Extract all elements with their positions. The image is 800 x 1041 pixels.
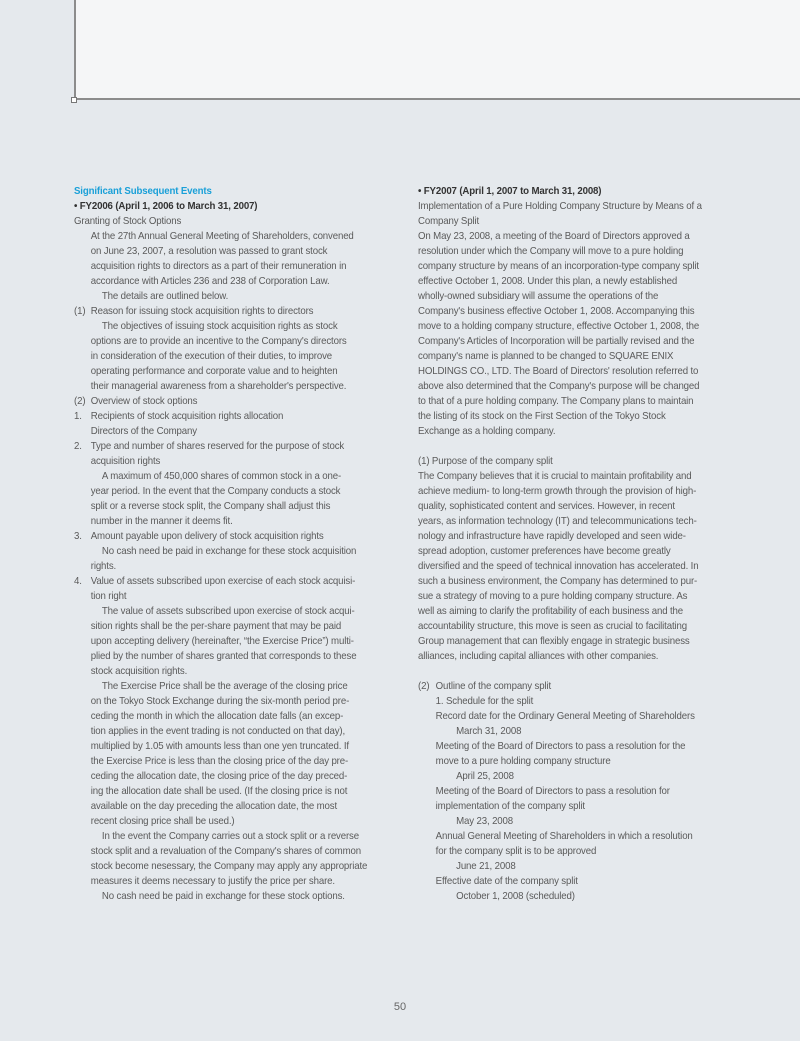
line-text: • FY2007 (April 1, 2007 to March 31, 2008) — [418, 186, 602, 197]
text-line — [418, 679, 725, 694]
text-line — [418, 349, 725, 364]
text-line — [74, 889, 381, 904]
line-text: on June 23, 2007, a resolution was passed to grant stock — [90, 246, 328, 257]
line-text: Meeting of the Board of Directors to pass a resolution for — [435, 786, 670, 797]
text-line — [74, 439, 381, 454]
text-line — [418, 784, 725, 799]
text-line — [418, 424, 725, 439]
subsection-heading — [418, 184, 725, 199]
text-line — [418, 319, 725, 334]
text-line — [74, 649, 381, 664]
text-line — [418, 469, 725, 484]
text-line — [418, 874, 725, 889]
line-text: The Company believes that it is crucial to maintain profitability and — [418, 471, 692, 482]
text-line — [74, 739, 381, 754]
corner-marker — [71, 97, 77, 103]
line-text: The details are outlined below. — [101, 291, 229, 302]
line-text: April 25, 2008 — [456, 771, 514, 782]
line-text: 1. Schedule for the split — [435, 696, 534, 707]
line-text: The objectives of issuing stock acquisition rights as stock — [101, 321, 338, 332]
text-line — [418, 544, 725, 559]
list-marker: 4. — [74, 576, 82, 587]
line-text: Reason for issuing stock acquisition rights to directors — [90, 306, 314, 317]
line-text: achieve medium- to long-term growth through the provision of high- — [418, 486, 697, 497]
line-text: (1) Purpose of the company split — [418, 456, 553, 467]
line-text: No cash need be paid in exchange for these stock options. — [101, 891, 345, 902]
text-line — [74, 379, 381, 394]
text-line — [418, 334, 725, 349]
text-line — [74, 619, 381, 634]
line-text: Recipients of stock acquisition rights allocation — [90, 411, 284, 422]
text-line — [418, 859, 725, 874]
section-heading — [74, 184, 381, 199]
line-text: operating performance and corporate value and to heighten — [90, 366, 338, 377]
text-line — [74, 214, 381, 229]
line-text: Record date for the Ordinary General Meeting of Shareholders — [435, 711, 695, 722]
text-line — [74, 529, 381, 544]
line-text: quality, sophisticated content and services. However, in recent — [418, 501, 675, 512]
text-line — [74, 709, 381, 724]
text-line — [74, 664, 381, 679]
line-text: October 1, 2008 (scheduled) — [456, 891, 575, 902]
line-text: Company Split — [418, 216, 480, 227]
line-text: tion applies in the event trading is not conducted on that day), — [90, 726, 346, 737]
list-marker: 2. — [74, 441, 82, 452]
line-text: June 21, 2008 — [456, 861, 516, 872]
line-text: acquisition rights — [90, 456, 161, 467]
line-text: above also determined that the Company's purpose will be changed — [418, 381, 700, 392]
text-line — [418, 799, 725, 814]
line-text: split or a reverse stock split, the Company shall adjust this — [90, 501, 331, 512]
text-line — [418, 889, 725, 904]
text-line — [418, 574, 725, 589]
line-text: Group management that can flexibly engage in strategic business — [418, 636, 690, 647]
text-line — [74, 544, 381, 559]
line-text: implementation of the company split — [435, 801, 585, 812]
text-line — [418, 709, 725, 724]
line-text: Exchange as a holding company. — [418, 426, 556, 437]
text-line — [418, 634, 725, 649]
line-text: years, as information technology (IT) and telecommunications tech- — [418, 516, 697, 527]
line-text: move to a holding company structure, effective October 1, 2008, the — [418, 321, 700, 332]
text-line — [418, 754, 725, 769]
line-text: stock acquisition rights. — [90, 666, 188, 677]
line-text: Company's business effective October 1, 2008. Accompanying this — [418, 306, 695, 317]
text-line — [74, 364, 381, 379]
list-marker: (2) — [74, 396, 86, 407]
line-text: In the event the Company carries out a stock split or a reverse — [101, 831, 359, 842]
text-line — [74, 754, 381, 769]
text-line — [418, 814, 725, 829]
line-text: Outline of the company split — [435, 681, 552, 692]
text-line — [74, 694, 381, 709]
line-text: sition rights shall be the per-share payment that may be paid — [90, 621, 342, 632]
text-line — [74, 514, 381, 529]
text-line — [418, 514, 725, 529]
text-line — [418, 739, 725, 754]
text-line — [418, 649, 725, 664]
text-line — [74, 454, 381, 469]
text-line — [74, 574, 381, 589]
line-text: The Exercise Price shall be the average of the closing price — [101, 681, 348, 692]
line-text: options are to provide an incentive to the Company's directors — [90, 336, 347, 347]
line-text: accountability structure, this move is seen as crucial to facilitating — [418, 621, 687, 632]
line-text: ceding the allocation date, the closing price of the day preced- — [90, 771, 348, 782]
text-line — [74, 799, 381, 814]
text-line — [74, 229, 381, 244]
line-text: tion right — [90, 591, 127, 602]
text-line — [74, 499, 381, 514]
line-text: rights. — [90, 561, 117, 572]
text-line — [74, 289, 381, 304]
line-text: ceding the month in which the allocation date falls (an excep- — [90, 711, 344, 722]
text-line — [418, 289, 725, 304]
list-marker: (1) — [74, 306, 86, 317]
text-line — [418, 304, 725, 319]
text-line — [74, 769, 381, 784]
line-text: Granting of Stock Options — [74, 216, 182, 227]
text-line — [74, 349, 381, 364]
text-line — [418, 454, 725, 469]
text-line — [418, 664, 725, 679]
line-text: accordance with Articles 236 and 238 of Corporation Law. — [90, 276, 330, 287]
line-text: multiplied by 1.05 with amounts less than one yen truncated. If — [90, 741, 349, 752]
list-marker: 3. — [74, 531, 82, 542]
text-line — [74, 484, 381, 499]
list-marker: (2) — [418, 681, 430, 692]
line-text: company structure by means of an incorporation-type company split — [418, 261, 699, 272]
line-text: HOLDINGS CO., LTD. The Board of Directors' resolution referred to — [418, 366, 699, 377]
line-text: measures it deems necessary to justify the price per share. — [90, 876, 335, 887]
text-line — [418, 409, 725, 424]
line-text: Overview of stock options — [90, 396, 198, 407]
line-text: diversified and the speed of technical innovation has accelerated. In — [418, 561, 699, 572]
left-column — [74, 184, 404, 904]
text-line — [418, 439, 725, 454]
text-line — [74, 394, 381, 409]
line-text: such a business environment, the Company has determined to pur- — [418, 576, 698, 587]
line-text: Meeting of the Board of Directors to pass a resolution for the — [435, 741, 686, 752]
text-line — [418, 844, 725, 859]
text-line — [418, 259, 725, 274]
line-text: on the Tokyo Stock Exchange during the six-month period pre- — [90, 696, 350, 707]
text-line — [74, 634, 381, 649]
text-line — [74, 409, 381, 424]
text-line — [418, 244, 725, 259]
line-text: Company's Articles of Incorporation will be partially revised and the — [418, 336, 695, 347]
text-line — [74, 274, 381, 289]
subsection-heading — [74, 199, 381, 214]
text-line — [418, 694, 725, 709]
line-text: Type and number of shares reserved for the purpose of stock — [90, 441, 345, 452]
right-column — [418, 184, 748, 904]
text-line — [418, 529, 725, 544]
line-text: recent closing price shall be used.) — [90, 816, 235, 827]
line-text: Value of assets subscribed upon exercise of each stock acquisi- — [90, 576, 356, 587]
text-line — [74, 874, 381, 889]
line-text: year period. In the event that the Company conducts a stock — [90, 486, 341, 497]
text-line — [418, 214, 725, 229]
text-line — [418, 499, 725, 514]
line-text: sue a strategy of moving to a pure holding company structure. As — [418, 591, 688, 602]
line-text: Effective date of the company split — [435, 876, 578, 887]
line-text: spread adoption, customer preferences have become greatly — [418, 546, 671, 557]
text-line — [418, 829, 725, 844]
line-text: the listing of its stock on the First Section of the Tokyo Stock — [418, 411, 666, 422]
text-line — [74, 319, 381, 334]
line-text: No cash need be paid in exchange for these stock acquisition — [101, 546, 357, 557]
line-text: The value of assets subscribed upon exercise of stock acqui- — [101, 606, 355, 617]
line-text: in consideration of the execution of their duties, to improve — [90, 351, 333, 362]
line-text: plied by the number of shares granted that corresponds to these — [90, 651, 357, 662]
line-text: nology and infrastructure have rapidly developed and seen wide- — [418, 531, 686, 542]
line-text: • FY2006 (April 1, 2006 to March 31, 2007) — [74, 201, 258, 212]
line-text: stock become nesessary, the Company may apply any appropriate — [90, 861, 368, 872]
text-line — [74, 559, 381, 574]
line-text: available on the day preceding the allocation date, the most — [90, 801, 338, 812]
text-line — [418, 724, 725, 739]
line-text: Annual General Meeting of Shareholders in which a resolution — [435, 831, 693, 842]
line-text: Directors of the Company — [90, 426, 197, 437]
text-line — [418, 364, 725, 379]
line-text: for the company split is to be approved — [435, 846, 597, 857]
page-number: 50 — [393, 1001, 407, 1013]
line-text: upon accepting delivery (hereinafter, “the Exercise Price”) multi- — [90, 636, 354, 647]
line-text: effective October 1, 2008. Under this plan, a newly established — [418, 276, 678, 287]
line-text: alliances, including capital alliances with other companies. — [418, 651, 659, 662]
line-text: stock split and a revaluation of the Company's shares of common — [90, 846, 361, 857]
line-text: resolution under which the Company will move to a pure holding — [418, 246, 684, 257]
text-line — [418, 379, 725, 394]
text-line — [74, 829, 381, 844]
line-text: A maximum of 450,000 shares of common stock in a one- — [101, 471, 342, 482]
text-line — [74, 469, 381, 484]
text-line — [74, 844, 381, 859]
text-line — [74, 814, 381, 829]
text-line — [74, 259, 381, 274]
line-text: move to a pure holding company structure — [435, 756, 611, 767]
text-line — [74, 244, 381, 259]
line-text: their managerial awareness from a shareholder's perspective. — [90, 381, 347, 392]
line-text: March 31, 2008 — [456, 726, 522, 737]
text-line — [74, 424, 381, 439]
line-text: well as aiming to clarify the profitability of each business and the — [418, 606, 683, 617]
header-panel — [74, 0, 800, 100]
text-line — [418, 604, 725, 619]
list-marker: 1. — [74, 411, 82, 422]
text-line — [74, 784, 381, 799]
text-line — [74, 859, 381, 874]
line-text: wholly-owned subsidiary will assume the operations of the — [418, 291, 659, 302]
text-line — [418, 769, 725, 784]
text-line — [74, 304, 381, 319]
line-text: Significant Subsequent Events — [74, 186, 212, 197]
text-line — [418, 484, 725, 499]
text-line — [418, 559, 725, 574]
line-text: company's name is planned to be changed to SQUARE ENIX — [418, 351, 674, 362]
line-text: On May 23, 2008, a meeting of the Board of Directors approved a — [418, 231, 690, 242]
line-text: Amount payable upon delivery of stock acquisition rights — [90, 531, 324, 542]
text-line — [418, 619, 725, 634]
line-text: Implementation of a Pure Holding Company Structure by Means of a — [418, 201, 702, 212]
line-text: acquisition rights to directors as a part of their remuneration in — [90, 261, 347, 272]
text-line — [418, 589, 725, 604]
text-line — [74, 679, 381, 694]
text-line — [74, 589, 381, 604]
text-line — [418, 229, 725, 244]
line-text: ing the allocation date shall be used. (If the closing price is not — [90, 786, 348, 797]
text-line — [418, 394, 725, 409]
line-text: May 23, 2008 — [456, 816, 514, 827]
text-line — [74, 724, 381, 739]
text-line — [74, 334, 381, 349]
text-line — [418, 274, 725, 289]
line-text: the Exercise Price is less than the closing price of the day pre- — [90, 756, 349, 767]
line-text: to that of a pure holding company. The Company plans to maintain — [418, 396, 694, 407]
text-line — [74, 604, 381, 619]
line-text: At the 27th Annual General Meeting of Shareholders, convened — [90, 231, 354, 242]
text-line — [418, 199, 725, 214]
line-text: number in the manner it deems fit. — [90, 516, 233, 527]
